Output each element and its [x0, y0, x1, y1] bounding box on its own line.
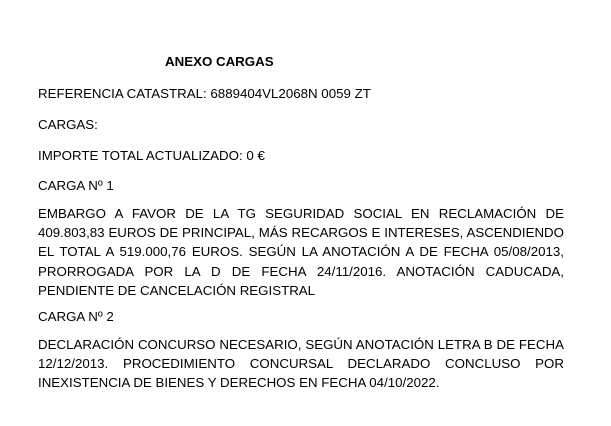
referencia-catastral: REFERENCIA CATASTRAL: 6889404VL2068N 0059 ZT [38, 86, 371, 101]
carga-1-heading: CARGA Nº 1 [38, 178, 114, 193]
carga-2-heading: CARGA Nº 2 [38, 309, 114, 324]
cargas-label: CARGAS: [38, 117, 98, 132]
document-title: ANEXO CARGAS [165, 54, 274, 69]
carga-1-text: EMBARGO A FAVOR DE LA TG SEGURIDAD SOCIAL EN RECLAMACIÓN DE 409.803,83 EUROS DE PRINCIPAL, MÁS RECARGOS E INTERESES, ASCENDIENDO EL TOTAL A 519.000,76 EUROS. SEGÚN LA ANOTACIÓN A DE FECHA 05/08/2013, PRORROGADA POR LA D DE FECHA 24/11/2016. ANOTACIÓN CADUCADA, PENDIENTE DE CANCELACIÓN REGISTRAL [38, 206, 564, 298]
carga-2-text: DECLARACIÓN CONCURSO NECESARIO, SEGÚN ANOTACIÓN LETRA B DE FECHA 12/12/2013. PROCEDIMIENTO CONCURSAL DECLARADO CONCLUSO POR INEXISTENCIA DE BIENES Y DERECHOS EN FECHA 04/10/2022. [38, 337, 564, 391]
importe-total: IMPORTE TOTAL ACTUALIZADO: 0 € [38, 148, 265, 163]
